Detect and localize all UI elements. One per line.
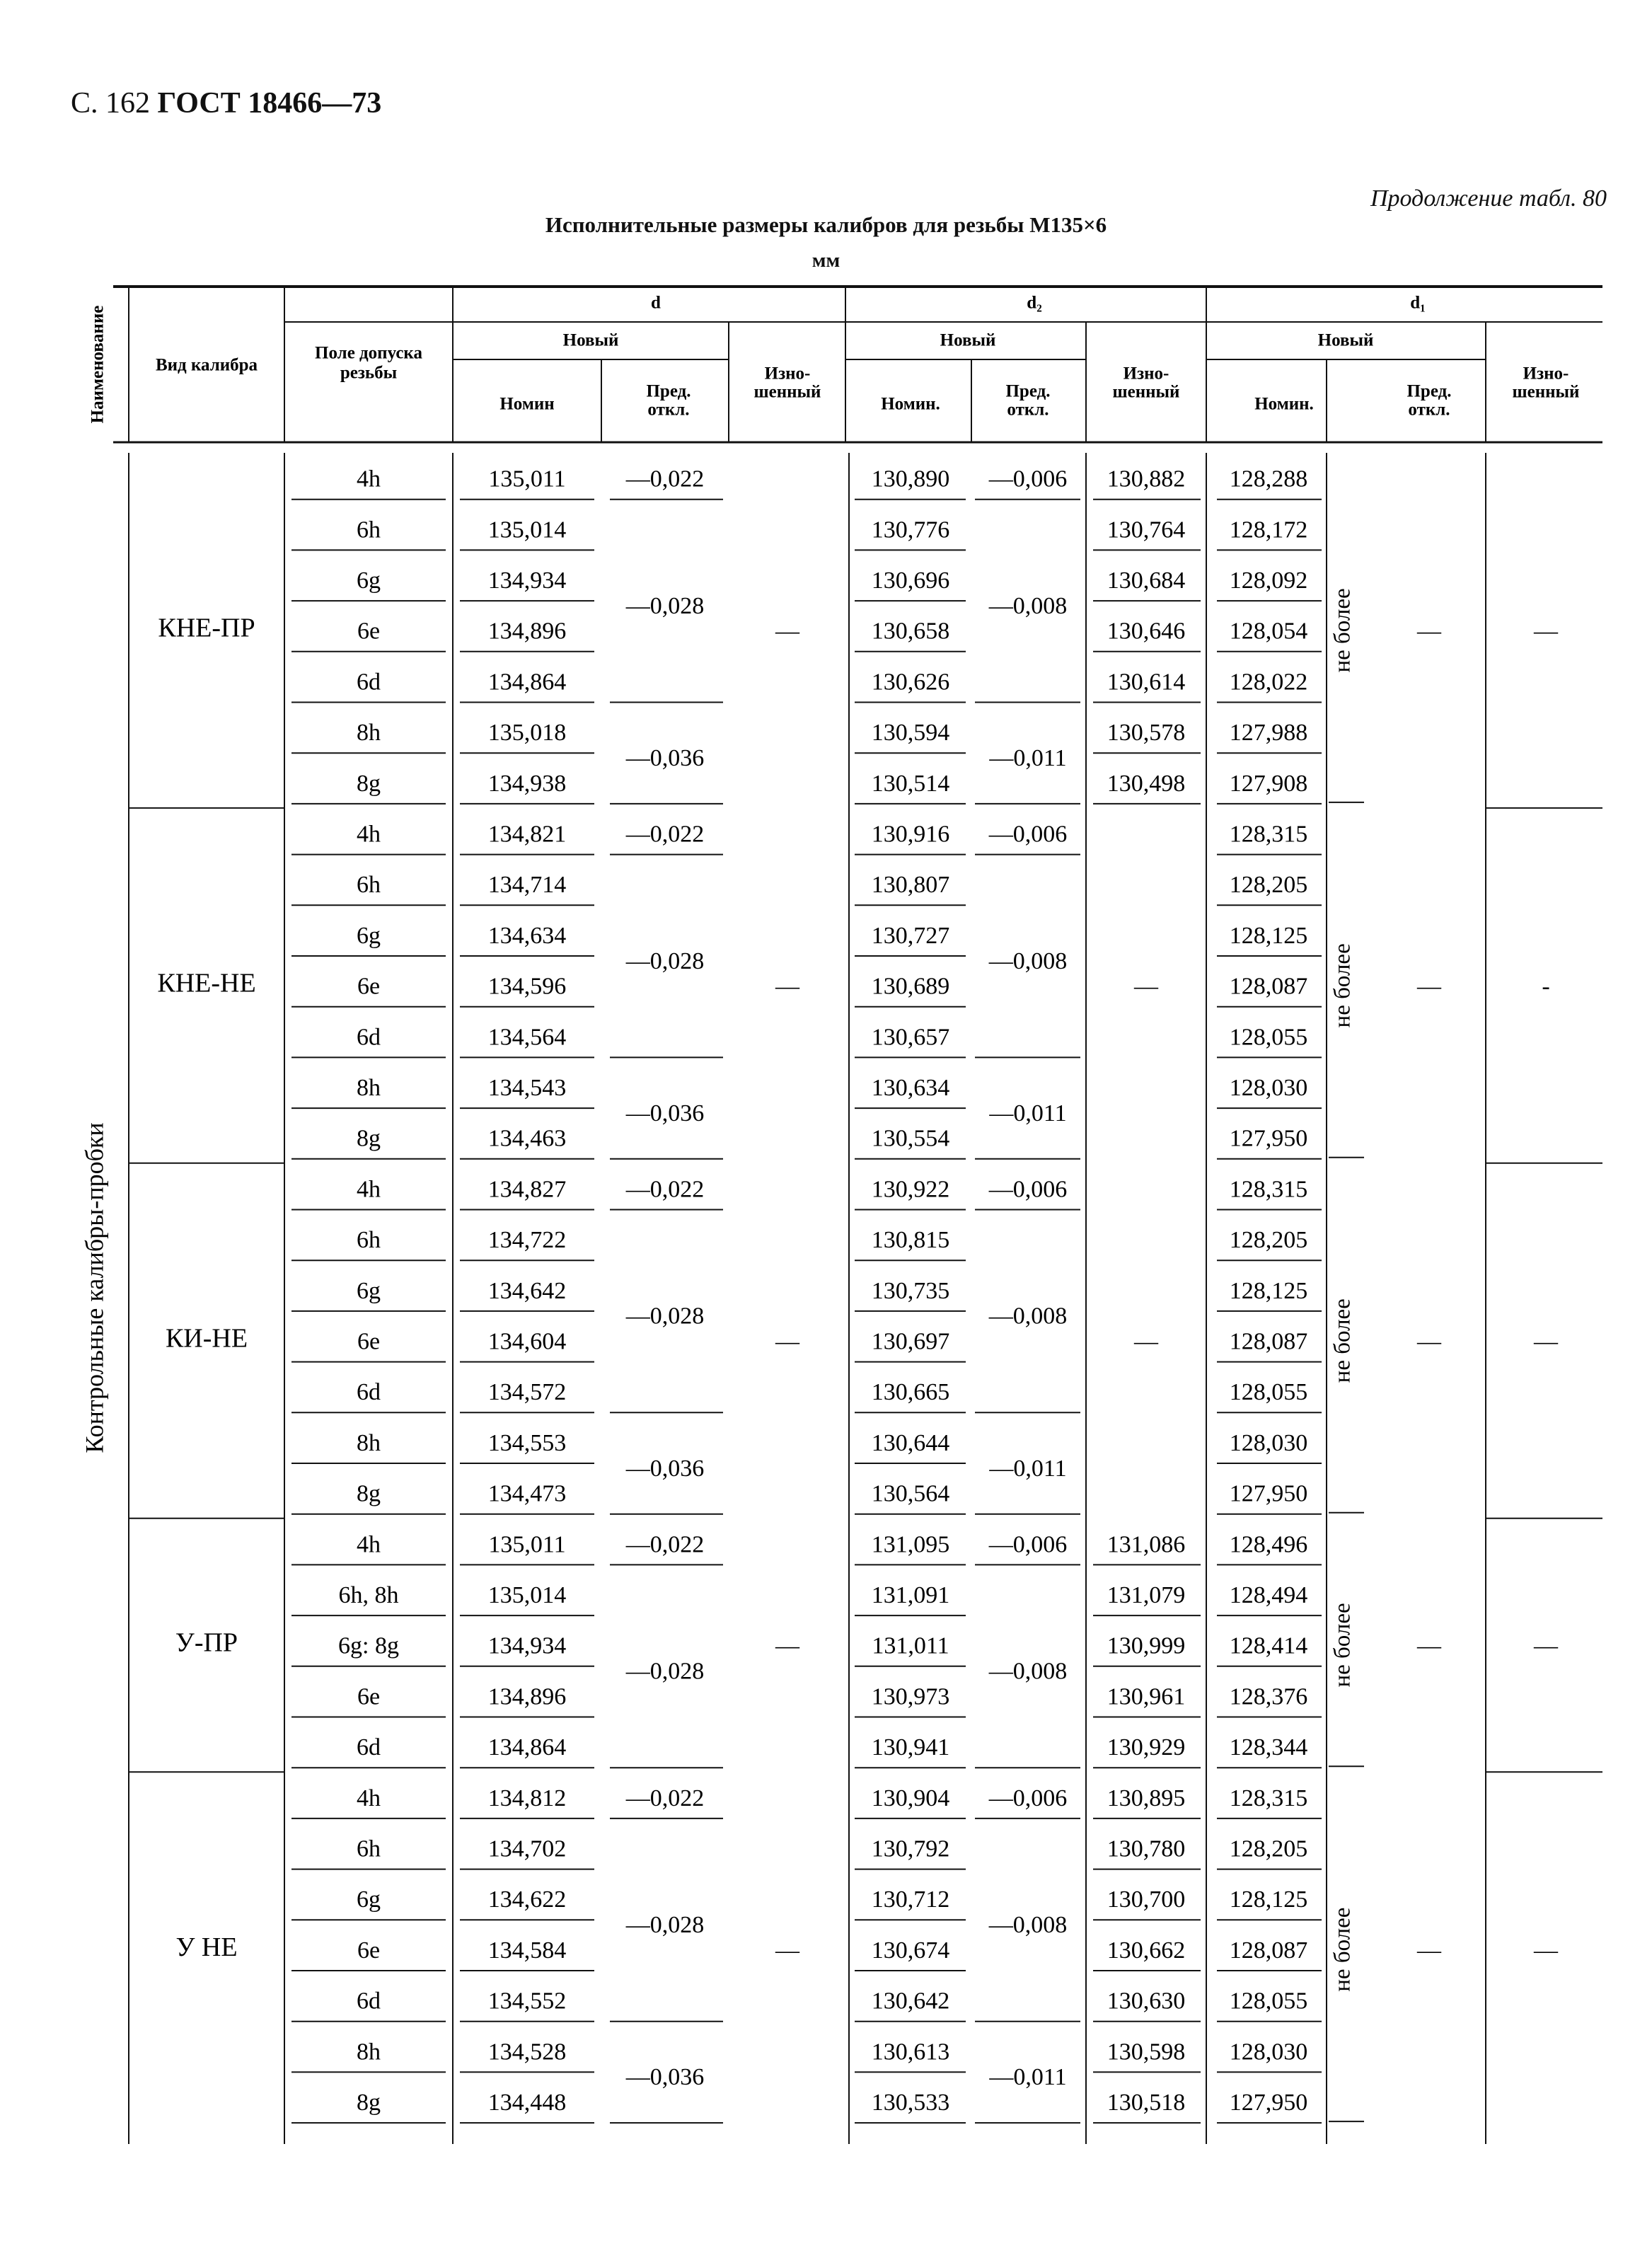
d-nominal-cell: 134,463	[487, 1125, 567, 1152]
d2-nominal-cell: 130,941	[871, 1734, 950, 1761]
d-worn-cell: —	[775, 1632, 799, 1659]
d1-worn-cell: -	[1542, 973, 1550, 1000]
d2-deviation-cell: —0,006	[988, 466, 1068, 492]
d2-worn-cell: 131,079	[1107, 1582, 1186, 1609]
tolerance-cell: 6d	[357, 669, 381, 696]
d-nominal-cell: 134,543	[487, 1075, 567, 1102]
d-nominal-cell: 134,702	[487, 1835, 567, 1862]
d-deviation-cell: —0,022	[625, 466, 705, 492]
d2-nominal-cell: 130,642	[871, 1988, 950, 2015]
gauge-kind-name: У НЕ	[175, 1932, 238, 1962]
d1-worn-cell: —	[1534, 1937, 1558, 1964]
tolerance-cell: 8g	[357, 1480, 381, 1507]
d2-worn-cell: 130,662	[1107, 1937, 1186, 1964]
d-deviation-cell: —0,028	[625, 1658, 705, 1685]
tolerance-cell: 6e	[357, 1937, 381, 1964]
d2-worn-header: Изно-	[1123, 364, 1169, 384]
d2-nominal-cell: 130,735	[871, 1277, 950, 1304]
d-nominal-cell: 134,572	[487, 1379, 567, 1406]
d1-nominal-cell: 127,908	[1229, 770, 1308, 797]
d2-nominal-cell: 131,095	[871, 1531, 950, 1558]
d-nominal-cell: 134,564	[487, 1024, 567, 1051]
d-nominal-cell: 135,014	[487, 1582, 567, 1609]
d1-nominal-cell: 128,172	[1229, 517, 1308, 543]
d1-deviation-cell: —	[1417, 1328, 1441, 1355]
d-nominal-cell: 134,864	[487, 1734, 567, 1761]
d2-deviation-cell: —0,011	[989, 1100, 1067, 1126]
d-deviation-cell: —0,022	[625, 821, 705, 848]
d2-worn-cell: 130,780	[1107, 1835, 1186, 1862]
side-label-control-gauges: Контрольные калибры-пробки	[80, 1122, 109, 1453]
d1-nominal-cell: 128,022	[1229, 669, 1308, 696]
d-deviation-cell: —0,028	[625, 947, 705, 974]
d1-nominal-cell: 128,055	[1229, 1024, 1308, 1051]
column-d-header: d	[651, 293, 661, 313]
d2-deviation-cell: —0,008	[988, 592, 1068, 619]
d2-nominal-cell: 130,514	[871, 770, 950, 797]
d-deviation-cell: —0,028	[625, 592, 705, 619]
d-nominal-cell: 134,552	[487, 1988, 567, 2015]
tolerance-cell: 6h	[357, 1227, 381, 1254]
d1-nominal-cell: 128,205	[1229, 1227, 1308, 1254]
tolerance-cell: 6d	[357, 1988, 381, 2015]
d1-nominal-cell: 128,030	[1229, 2039, 1308, 2065]
d2-worn-header: шенный	[1112, 382, 1180, 402]
d1-nominal-cell: 127,950	[1229, 1125, 1308, 1152]
d2-deviation-cell: —0,011	[989, 1455, 1067, 1482]
tolerance-cell: 4h	[357, 821, 381, 848]
tolerance-cell: 8g	[357, 770, 381, 797]
d-nominal-cell: 134,934	[487, 567, 567, 594]
d2-worn-cell: 130,630	[1107, 1988, 1186, 2015]
d-nominal-cell: 135,014	[487, 517, 567, 543]
d2-deviation-cell: —0,008	[988, 947, 1068, 974]
d2-nominal-cell: 130,890	[871, 466, 950, 492]
d-nominal-cell: 134,714	[487, 872, 567, 899]
d2-nominal-cell: 130,657	[871, 1024, 950, 1051]
d2-worn-cell: 130,895	[1107, 1785, 1186, 1811]
d2-nominal-cell: 130,696	[871, 567, 950, 594]
tolerance-cell: 6d	[357, 1024, 381, 1051]
d-nominal-cell: 134,604	[487, 1328, 567, 1355]
d-new-header: Новый	[562, 330, 619, 350]
d2-worn-cell: 130,684	[1107, 567, 1186, 594]
d2-nominal-cell: 130,658	[871, 618, 950, 645]
d1-nominal-cell: 128,205	[1229, 872, 1308, 899]
d-worn-header: шенный	[753, 382, 821, 402]
d1-deviation-cell: —	[1417, 973, 1441, 1000]
tolerance-cell: 6e	[357, 1683, 381, 1710]
d1-nominal-cell: 127,950	[1229, 1480, 1308, 1507]
tolerance-cell: 6e	[357, 1328, 381, 1355]
d-worn-header: Изно-	[764, 364, 811, 384]
gauge-kind-name: У-ПР	[175, 1627, 238, 1658]
d1-deviation-header: откл.	[1408, 400, 1450, 420]
d1-limit-note: не более	[1329, 588, 1356, 673]
column-tolerance-header: Поле допуска	[315, 343, 422, 363]
d-nominal-cell: 134,596	[487, 973, 567, 1000]
d2-worn-cell: 130,882	[1107, 466, 1186, 492]
column-d1-header: d₁	[1410, 293, 1426, 313]
d1-limit-note: не более	[1329, 1907, 1356, 1992]
d2-nominal-cell: 130,792	[871, 1835, 950, 1862]
d2-nominal-cell: 130,815	[871, 1227, 950, 1254]
d2-deviation-cell: —0,008	[988, 1303, 1068, 1330]
tolerance-cell: 6h	[357, 872, 381, 899]
d-deviation-header: Пред.	[646, 381, 691, 401]
d-worn-cell: —	[775, 618, 799, 645]
tolerance-cell: 4h	[357, 1531, 381, 1558]
d1-nominal-cell: 128,030	[1229, 1075, 1308, 1102]
tolerance-cell: 8h	[357, 2039, 381, 2065]
d1-deviation-cell: —	[1417, 618, 1441, 645]
d1-nominal-cell: 128,125	[1229, 1886, 1308, 1913]
d1-nominal-cell: 128,288	[1229, 466, 1308, 492]
gauge-kind-name: КНЕ-ПР	[158, 613, 255, 643]
d2-deviation-cell: —0,011	[989, 2064, 1067, 2091]
tolerance-cell: 6d	[357, 1734, 381, 1761]
tolerance-cell: 6g	[357, 1886, 381, 1913]
d2-nominal-cell: 130,916	[871, 821, 950, 848]
d2-nominal-cell: 131,011	[872, 1632, 949, 1659]
d1-worn-header: шенный	[1512, 382, 1580, 402]
d-deviation-cell: —0,036	[625, 1455, 705, 1482]
tolerance-cell: 6g	[357, 567, 381, 594]
tolerance-cell: 6h, 8h	[338, 1582, 399, 1609]
d1-nominal-cell: 128,315	[1229, 1176, 1308, 1203]
d-deviation-header: откл.	[647, 400, 690, 420]
d-nominal-cell: 134,553	[487, 1429, 567, 1456]
d-nominal-cell: 134,448	[487, 2090, 567, 2116]
tolerance-cell: 6h	[357, 517, 381, 543]
d1-nominal-cell: 128,055	[1229, 1379, 1308, 1406]
d1-nominal-cell: 128,315	[1229, 821, 1308, 848]
tolerance-cell: 8g	[357, 1125, 381, 1152]
d1-nominal-cell: 128,054	[1229, 618, 1308, 645]
table-continuation-note: Продолжение табл. 80	[1370, 185, 1607, 212]
d2-nominal-cell: 130,634	[871, 1075, 950, 1102]
d2-worn-cell: —	[1134, 1328, 1158, 1355]
d1-nominal-cell: 128,205	[1229, 1835, 1308, 1862]
tolerance-cell: 4h	[357, 466, 381, 492]
d-nominal-cell: 134,634	[487, 922, 567, 949]
d1-nominal-cell: 128,087	[1229, 1328, 1308, 1355]
d1-nominal-cell: 128,092	[1229, 567, 1308, 594]
d-nominal-cell: 134,642	[487, 1277, 567, 1304]
d2-nominal-cell: 130,626	[871, 669, 950, 696]
d1-limit-note: не более	[1329, 1298, 1356, 1383]
d2-deviation-header: откл.	[1007, 400, 1049, 420]
d-deviation-cell: —0,022	[625, 1785, 705, 1811]
d2-nominal-cell: 130,674	[871, 1937, 950, 1964]
d-nominal-cell: 134,528	[487, 2039, 567, 2065]
d2-nominal-cell: 130,807	[871, 872, 950, 899]
tolerance-cell: 6d	[357, 1379, 381, 1406]
d2-worn-cell: 130,999	[1107, 1632, 1186, 1659]
d-nominal-cell: 134,827	[487, 1176, 567, 1203]
d-nominal-cell: 135,011	[488, 1531, 566, 1558]
tolerance-cell: 6g	[357, 1277, 381, 1304]
d2-worn-cell: 130,764	[1107, 517, 1186, 543]
d2-new-header: Новый	[940, 330, 996, 350]
d2-nominal-cell: 130,594	[871, 720, 950, 747]
d2-deviation-cell: —0,006	[988, 1785, 1068, 1811]
tolerance-cell: 8h	[357, 1429, 381, 1456]
d1-limit-note: не более	[1329, 943, 1356, 1028]
d1-new-header: Новый	[1317, 330, 1374, 350]
d-nominal-cell: 135,011	[488, 466, 566, 492]
d-deviation-cell: —0,022	[625, 1176, 705, 1203]
d-nominal-cell: 134,812	[487, 1785, 567, 1811]
column-name-header: Наименование	[88, 305, 108, 424]
d2-nominal-cell: 130,665	[871, 1379, 950, 1406]
d2-nominal-cell: 130,689	[871, 973, 950, 1000]
d-nominal-cell: 134,622	[487, 1886, 567, 1913]
d-nominal-header: Номин	[499, 394, 555, 414]
tolerance-cell: 8g	[357, 2090, 381, 2116]
d2-nominal-cell: 130,644	[871, 1429, 950, 1456]
d2-deviation-cell: —0,008	[988, 1658, 1068, 1685]
d2-deviation-header: Пред.	[1005, 381, 1051, 401]
d-nominal-cell: 134,934	[487, 1632, 567, 1659]
d-deviation-cell: —0,028	[625, 1912, 705, 1939]
d2-worn-cell: 130,700	[1107, 1886, 1186, 1913]
d-nominal-cell: 134,821	[487, 821, 567, 848]
page-number: С. 162	[71, 87, 151, 120]
d1-nominal-cell: 127,950	[1229, 2090, 1308, 2116]
d1-deviation-cell: —	[1417, 1632, 1441, 1659]
d2-worn-cell: 130,498	[1107, 770, 1186, 797]
d2-deviation-cell: —0,011	[989, 744, 1067, 771]
d2-nominal-cell: 130,533	[871, 2090, 950, 2116]
column-kind-header: Вид калибра	[155, 355, 258, 375]
d2-deviation-cell: —0,008	[988, 1912, 1068, 1939]
d2-nominal-cell: 130,904	[871, 1785, 950, 1811]
d1-nominal-cell: 128,496	[1229, 1531, 1308, 1558]
d2-nominal-cell: 130,613	[871, 2039, 950, 2065]
d2-nominal-cell: 130,776	[871, 517, 950, 543]
d-nominal-cell: 134,473	[487, 1480, 567, 1507]
d-deviation-cell: —0,036	[625, 744, 705, 771]
d1-nominal-cell: 128,376	[1229, 1683, 1308, 1710]
d1-deviation-cell: —	[1417, 1937, 1441, 1964]
d1-worn-cell: —	[1534, 618, 1558, 645]
d2-worn-cell: 130,929	[1107, 1734, 1186, 1761]
tolerance-cell: 6h	[357, 1835, 381, 1862]
tolerance-cell: 8h	[357, 720, 381, 747]
d1-nominal-cell: 128,055	[1229, 1988, 1308, 2015]
d2-nominal-cell: 130,564	[871, 1480, 950, 1507]
d1-deviation-header: Пред.	[1406, 381, 1452, 401]
tolerance-cell: 8h	[357, 1075, 381, 1102]
d-deviation-cell: —0,036	[625, 1100, 705, 1126]
d1-nominal-cell: 128,414	[1229, 1632, 1308, 1659]
d1-worn-cell: —	[1534, 1632, 1558, 1659]
tolerance-cell: 6e	[357, 618, 381, 645]
d2-worn-cell: 131,086	[1107, 1531, 1186, 1558]
d2-nominal-cell: 130,554	[871, 1125, 950, 1152]
d-worn-cell: —	[775, 1328, 799, 1355]
tolerance-cell: 4h	[357, 1785, 381, 1811]
d1-nominal-cell: 128,087	[1229, 1937, 1308, 1964]
d2-nominal-header: Номин.	[881, 394, 940, 414]
d2-nominal-cell: 130,727	[871, 922, 950, 949]
d-deviation-cell: —0,028	[625, 1303, 705, 1330]
d-nominal-cell: 134,722	[487, 1227, 567, 1254]
d1-nominal-cell: 128,030	[1229, 1429, 1308, 1456]
table-title: Исполнительные размеры калибров для резьбы М135×6	[545, 212, 1107, 237]
d-nominal-cell: 134,864	[487, 669, 567, 696]
d2-nominal-cell: 131,091	[871, 1582, 950, 1609]
tolerance-cell: 6g	[357, 922, 381, 949]
tolerance-cell: 6g: 8g	[338, 1632, 399, 1659]
d-nominal-cell: 134,584	[487, 1937, 567, 1964]
d1-nominal-cell: 128,125	[1229, 922, 1308, 949]
standard-number: ГОСТ 18466—73	[157, 87, 382, 120]
d-nominal-cell: 134,896	[487, 618, 567, 645]
gauge-kind-name: КНЕ-НЕ	[157, 968, 256, 998]
d-worn-cell: —	[775, 973, 799, 1000]
d-nominal-cell: 134,938	[487, 770, 567, 797]
table-units: мм	[811, 249, 841, 272]
d1-nominal-cell: 128,344	[1229, 1734, 1308, 1761]
tolerance-cell: 6e	[357, 973, 381, 1000]
d2-worn-cell: 130,646	[1107, 618, 1186, 645]
d-deviation-cell: —0,022	[625, 1531, 705, 1558]
tolerance-cell: 4h	[357, 1176, 381, 1203]
d2-deviation-cell: —0,006	[988, 821, 1068, 848]
column-d2-header: d₂	[1027, 293, 1042, 313]
d2-nominal-cell: 130,973	[871, 1683, 950, 1710]
d2-nominal-cell: 130,697	[871, 1328, 950, 1355]
d2-worn-cell: 130,614	[1107, 669, 1186, 696]
d1-nominal-cell: 128,087	[1229, 973, 1308, 1000]
d1-nominal-cell: 127,988	[1229, 720, 1308, 747]
d1-limit-note: не более	[1329, 1603, 1356, 1688]
d2-deviation-cell: —0,006	[988, 1176, 1068, 1203]
d1-nominal-cell: 128,494	[1229, 1582, 1308, 1609]
d1-nominal-cell: 128,125	[1229, 1277, 1308, 1304]
gauge-kind-name: КИ-НЕ	[165, 1323, 248, 1354]
d2-worn-cell: 130,578	[1107, 720, 1186, 747]
d2-worn-cell: —	[1134, 973, 1158, 1000]
d2-worn-cell: 130,518	[1107, 2090, 1186, 2116]
d2-deviation-cell: —0,006	[988, 1531, 1068, 1558]
d1-worn-cell: —	[1534, 1328, 1558, 1355]
d-deviation-cell: —0,036	[625, 2064, 705, 2091]
d2-nominal-cell: 130,922	[871, 1176, 950, 1203]
d-worn-cell: —	[775, 1937, 799, 1964]
d-nominal-cell: 134,896	[487, 1683, 567, 1710]
d-nominal-cell: 135,018	[487, 720, 567, 747]
d2-nominal-cell: 130,712	[871, 1886, 950, 1913]
d2-worn-cell: 130,598	[1107, 2039, 1186, 2065]
column-tolerance-header: резьбы	[340, 363, 398, 383]
d2-worn-cell: 130,961	[1107, 1683, 1186, 1710]
d1-nominal-header: Номин.	[1254, 394, 1314, 414]
d1-nominal-cell: 128,315	[1229, 1785, 1308, 1811]
d1-worn-header: Изно-	[1523, 364, 1569, 384]
